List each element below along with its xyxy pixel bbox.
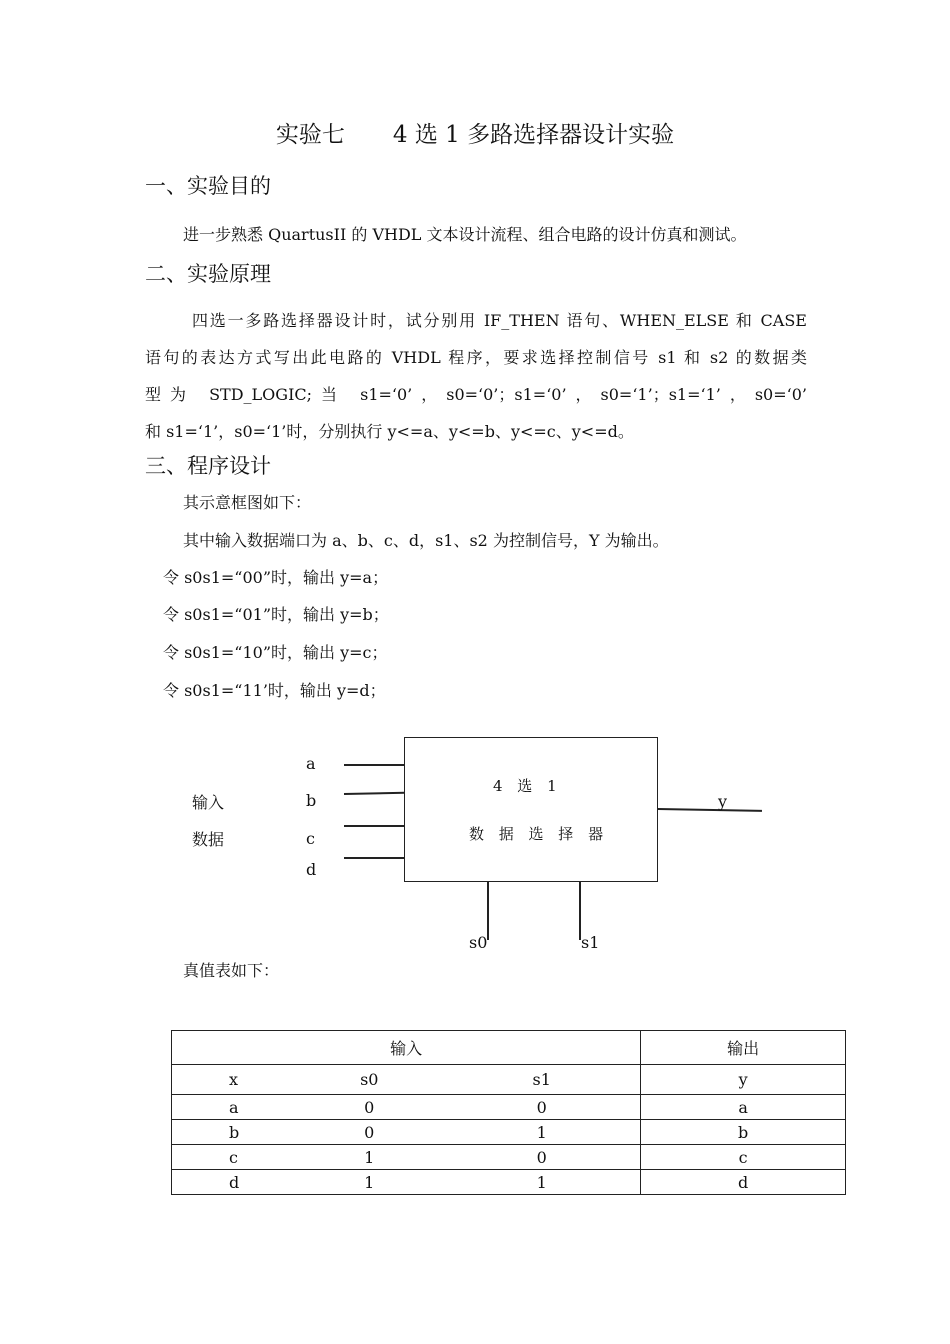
principle-line: 语句的表达方式写出此电路的 VHDL 程序，要求选择控制信号 s1 和 s2 的数据类 — [145, 348, 807, 367]
input-d-wire — [344, 857, 404, 859]
output-y-label: y — [718, 792, 728, 811]
cell-y: c — [641, 1145, 846, 1170]
principle-paragraph — [145, 302, 807, 450]
input-a-label: a — [306, 754, 316, 773]
truth-table-caption: 真值表如下： — [183, 961, 280, 980]
truth-table — [171, 1030, 846, 1195]
design-ports: 其中输入数据端口为 a、b、c、d，s1、s2 为控制信号，Y 为输出。 — [183, 531, 669, 550]
input-b-wire — [344, 792, 405, 795]
mux-block-diagram — [0, 730, 950, 960]
input-b-label: b — [306, 791, 317, 810]
header-input: 输入 — [172, 1031, 641, 1065]
title-part1: 实验七 — [275, 122, 345, 148]
page-title — [0, 116, 950, 149]
select-s0-label: s0 — [469, 933, 488, 952]
cell-y: d — [641, 1170, 846, 1195]
column-y: y — [641, 1065, 846, 1095]
design-rule: 令 s0s1=“10”时，输出 y=c； — [163, 643, 388, 662]
select-s1-wire — [579, 882, 581, 940]
design-rule: 令 s0s1=“11’时，输出 y=d； — [163, 681, 386, 700]
table-header-row — [172, 1031, 846, 1065]
principle-line: 和 s1=‘1’，s0=‘1’时，分别执行 y<=a、y<=b、y<=c、y<=d。 — [145, 422, 634, 441]
input-c-wire — [344, 825, 404, 827]
cell-x: a — [172, 1095, 296, 1120]
cell-y: b — [641, 1120, 846, 1145]
header-output: 输出 — [641, 1031, 846, 1065]
cell-s0: 1 — [295, 1145, 443, 1170]
cell-x: d — [172, 1170, 296, 1195]
column-s1: s1 — [443, 1065, 641, 1095]
cell-s0: 1 — [295, 1170, 443, 1195]
output-wire — [658, 808, 762, 811]
heading-principle: 二、实验原理 — [145, 262, 271, 286]
table-row — [172, 1095, 846, 1120]
design-rule: 令 s0s1=“00”时，输出 y=a； — [163, 568, 389, 587]
table-row — [172, 1145, 846, 1170]
input-label-2: 数据 — [192, 830, 225, 849]
cell-x: b — [172, 1120, 296, 1145]
table-row — [172, 1170, 846, 1195]
cell-s1: 0 — [443, 1145, 641, 1170]
design-rule: 令 s0s1=“01”时，输出 y=b； — [163, 605, 389, 624]
cell-s0: 0 — [295, 1120, 443, 1145]
cell-y: a — [641, 1095, 846, 1120]
cell-x: c — [172, 1145, 296, 1170]
heading-purpose: 一、实验目的 — [145, 174, 271, 198]
heading-design: 三、程序设计 — [145, 454, 271, 478]
input-d-label: d — [306, 860, 317, 879]
design-intro: 其示意框图如下： — [183, 493, 312, 512]
input-label-1: 输入 — [192, 793, 225, 812]
box-label-1: 4 选 1 — [493, 777, 562, 795]
input-c-label: c — [306, 829, 315, 848]
column-x: x — [172, 1065, 296, 1095]
input-a-wire — [344, 764, 404, 766]
title-part2: 4 选 1 多路选择器设计实验 — [392, 122, 675, 148]
table-column-row — [172, 1065, 846, 1095]
cell-s0: 0 — [295, 1095, 443, 1120]
column-s0: s0 — [295, 1065, 443, 1095]
cell-s1: 0 — [443, 1095, 641, 1120]
mux-box — [404, 737, 658, 882]
cell-s1: 1 — [443, 1170, 641, 1195]
table-row — [172, 1120, 846, 1145]
principle-line: 四选一多路选择器设计时，试分别用 IF_THEN 语句、WHEN_ELSE 和 CASE — [192, 311, 807, 330]
purpose-text: 进一步熟悉 QuartusII 的 VHDL 文本设计流程、组合电路的设计仿真和测试。 — [183, 225, 747, 244]
select-s0-wire — [487, 882, 489, 940]
cell-s1: 1 — [443, 1120, 641, 1145]
principle-line: 型为 STD_LOGIC;当 s1=‘0’，s0=‘0’；s1=‘0’，s0=‘1’；s1=‘1’，s0=‘0’ — [145, 385, 807, 404]
select-s1-label: s1 — [581, 933, 600, 952]
box-label-2: 数 据 选 择 器 — [469, 825, 609, 843]
